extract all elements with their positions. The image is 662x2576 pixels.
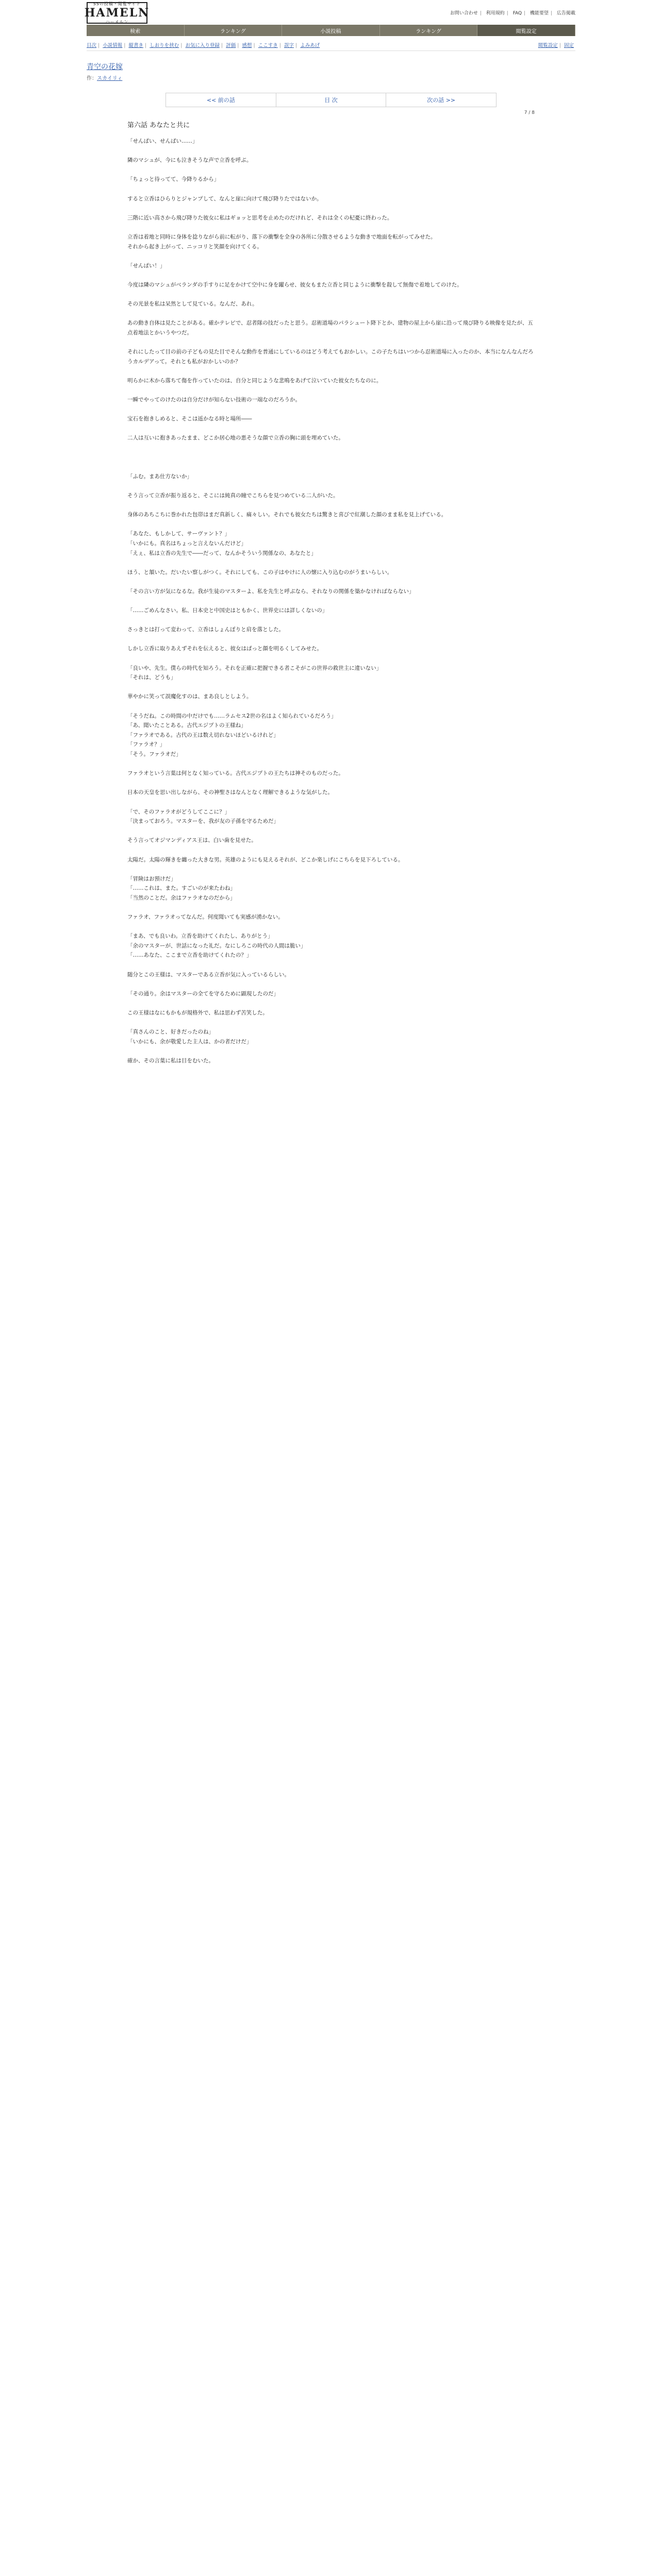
author-label: 作： xyxy=(87,76,97,81)
body-paragraph xyxy=(127,922,535,932)
body-paragraph: 「ファラオ？」 xyxy=(127,741,166,748)
body-paragraph: 「……あなた、ここまで立香を助けてくれたの？」 xyxy=(127,952,252,959)
body-paragraph xyxy=(127,1018,535,1028)
top-link-requests[interactable]: 機能要望 xyxy=(530,11,549,16)
body-paragraph xyxy=(127,204,535,213)
body-paragraph xyxy=(127,453,535,463)
body-paragraph: 「良いや、先生。僕らの時代を知ろう。それを正確に把握できる者こそがこの世界の救世主に違いない」 xyxy=(127,665,382,671)
body-paragraph: 「真さんのこと、好きだったのね」 xyxy=(127,1029,214,1036)
nav-item-ranking-b[interactable]: ランキング xyxy=(380,25,478,36)
subnav-favorite[interactable]: お気に入り登録 xyxy=(185,43,220,48)
chapter-title: 第六話 あなたと共に xyxy=(127,122,190,129)
body-paragraph: 「まあ、でも良いわ。立香を助けてくれたし、ありがとう」 xyxy=(127,933,273,940)
body-paragraph: 今度は隣のマシュがベランダの手すりに足をかけて空中に身を躍らせ、彼女もまた立香と同じように衝撃を殺して無傷で着地してのけた。 xyxy=(127,281,462,288)
body-paragraph xyxy=(127,146,535,156)
next-chapter-link[interactable]: 次の話 >> xyxy=(427,97,456,104)
body-paragraph: 立香は着地と同時に身体を捻りながら前に転がり、落下の衝撃を全身の各所に分散させるような動きで地面を転がってみせた。 xyxy=(127,233,436,240)
body-paragraph: 「当然のことだ。余はファラオなのだから」 xyxy=(127,894,236,901)
body-paragraph xyxy=(127,865,535,874)
body-paragraph xyxy=(127,165,535,175)
body-paragraph xyxy=(127,798,535,807)
chapter-body xyxy=(127,137,535,1066)
body-paragraph: 「そうだね。この時間の中だけでも……ラムセス2世の名はよく知られているだろう」 xyxy=(127,713,337,719)
subnav-review[interactable]: 感想 xyxy=(242,43,252,48)
subnav-info[interactable]: 小説情報 xyxy=(103,43,123,48)
body-paragraph xyxy=(127,337,535,347)
body-paragraph xyxy=(127,903,535,913)
logo-kana: ハーメルン xyxy=(105,20,129,24)
body-paragraph xyxy=(127,309,535,319)
top-link-ads[interactable]: 広告掲載 xyxy=(556,11,575,16)
body-paragraph xyxy=(127,501,535,511)
body-paragraph xyxy=(127,443,535,453)
body-paragraph: 「その言い方が気になるな。我が生徒のマスターよ、私を先生と呼ぶなら、それなりの関係を築かなければならない」 xyxy=(127,588,415,595)
subnav-display-settings[interactable]: 閲覧設定 xyxy=(538,43,558,48)
top-link-faq[interactable]: FAQ xyxy=(512,11,522,16)
body-paragraph: 日本の天皇を思い出しながら、その神聖さはなんとなく理解できるような気がした。 xyxy=(127,789,333,796)
body-paragraph: 「ファラオである。古代の王は数え切れないほどいるけれど」 xyxy=(127,732,279,738)
author-name[interactable]: スカイリィ xyxy=(97,76,123,81)
body-paragraph xyxy=(127,597,535,606)
novel-title[interactable]: 青空の花嫁 xyxy=(87,63,123,71)
body-paragraph: 「せんぱい、せんぱい……」 xyxy=(127,138,198,144)
body-paragraph: 「冒険はお預けだ」 xyxy=(127,875,176,882)
body-paragraph xyxy=(127,270,535,280)
body-paragraph: そう言ってオジマンディアス王は、白い歯を見せた。 xyxy=(127,837,257,844)
body-paragraph: そう言って立香が振り返ると、そこには純真の瞳でこちらを見つめている二人がいた。 xyxy=(127,492,339,499)
prev-chapter-link[interactable]: << 前の話 xyxy=(166,93,276,107)
body-paragraph: それから起き上がって、ニッコリと笑顔を向けてくる。 xyxy=(127,243,262,250)
top-link-contact[interactable]: お問い合わせ xyxy=(450,11,478,16)
top-link-terms[interactable]: 利用規約 xyxy=(486,11,505,16)
body-paragraph xyxy=(127,385,535,395)
body-paragraph xyxy=(127,778,535,788)
body-paragraph xyxy=(127,759,535,769)
body-paragraph xyxy=(127,683,535,692)
novel-subnav: 目次 | 小説情報 | 縦書き | しおりを挟む | お気に入り登録 | 評価 | 感想 | ここすき | 誤字 | よみあげ 閲覧設定 | 固定 xyxy=(87,39,575,51)
body-paragraph xyxy=(127,702,535,711)
body-paragraph xyxy=(127,826,535,836)
nav-item-ranking-a[interactable]: ランキング xyxy=(185,25,283,36)
story-container xyxy=(87,56,575,1066)
chapter-pager xyxy=(166,93,496,107)
body-paragraph: ファラオ、ファラオってなんだ。何度聞いても実感が湧かない。 xyxy=(127,914,284,921)
body-paragraph: 華やかに笑って誤魔化すのは、まあ良しとしよう。 xyxy=(127,693,252,700)
body-paragraph: 「余のマスターが、世話になった礼だ。なにしろこの時代の人間は脆い」 xyxy=(127,942,306,949)
body-paragraph: 「決まっておろう。マスターを、我が友の子孫を守るためだ」 xyxy=(127,818,279,825)
toc-link[interactable]: 目 次 xyxy=(276,93,387,107)
body-paragraph: 「そう。ファラオだ」 xyxy=(127,751,181,757)
body-paragraph: それにしたって目の前の子どもの見た目でそんな動作を普通にしているのはどう考えてもおかしい。この子たちはいつから忍術道場に入ったのか、本当になんなんだろうカルデアって。それとも私がおかしいのか？ xyxy=(127,349,534,365)
body-paragraph: 二人は互いに抱きあったまま、どこか居心地の悪そうな顔で立香の胸に頭を埋めていた。 xyxy=(127,435,344,442)
body-paragraph: さっきとは打って変わって、立香はしょんぼりと肩を落とした。 xyxy=(127,626,285,633)
body-paragraph xyxy=(127,998,535,1008)
body-paragraph xyxy=(127,558,535,568)
body-paragraph: ファラオという言葉は何となく知っている。古代エジプトの王たちは神そのものだった。 xyxy=(127,770,344,777)
novel-header xyxy=(87,56,575,84)
nav-item-post[interactable]: 小説投稿 xyxy=(282,25,380,36)
subnav-rate[interactable]: 評価 xyxy=(226,43,236,48)
subnav-readaloud[interactable]: よみあげ xyxy=(300,43,320,48)
body-paragraph xyxy=(127,654,535,664)
body-paragraph: 「……ごめんなさい。私、日本史と中国史はともかく、世界史には詳しくないの」 xyxy=(127,607,328,614)
body-paragraph xyxy=(127,462,535,472)
site-header xyxy=(0,0,662,25)
body-paragraph: すると立香はひらりとジャンプして、なんと崖に向けて飛び降りたではないか。 xyxy=(127,195,322,202)
body-paragraph: 「で、そのファラオがどうしてここに？」 xyxy=(127,808,230,815)
body-paragraph xyxy=(127,616,535,625)
subnav-like[interactable]: ここすき xyxy=(258,43,278,48)
body-paragraph: その光景を私は呆然として見ている。なんだ、あれ。 xyxy=(127,301,258,308)
site-logo[interactable] xyxy=(84,2,150,24)
logo-subtitle: SSの投稿・閲覧サイト xyxy=(93,2,141,6)
body-paragraph: この王様はなにもかもが規格外で、私は思わず苦笑した。 xyxy=(127,1010,268,1016)
chapter-counter: 7 / 8 xyxy=(524,110,535,115)
body-paragraph: 明らかに木から落ちて傷を作っていたのは、自分と同じような悲鳴をあげて泣いていた彼女たちなのに。 xyxy=(127,377,382,384)
body-paragraph: 宝石を抱きしめると、そこは遥かなる時と場所―― xyxy=(127,416,252,422)
body-paragraph xyxy=(127,1046,535,1056)
body-paragraph: 「えぇ、私は立香の先生で――だって、なんかそういう関係なの、あなたと」 xyxy=(127,550,317,556)
body-paragraph: 「いかにも、余が敬愛した主人は、かの者だけだ」 xyxy=(127,1038,252,1045)
body-paragraph: 一瞬でやってのけたのは自分だけが知らない技術の一端なのだろうか。 xyxy=(127,397,301,403)
body-paragraph xyxy=(127,251,535,261)
body-paragraph: 「ちょっと待ってて、今降りるから」 xyxy=(127,176,220,183)
body-paragraph xyxy=(127,845,535,855)
subnav-toc[interactable]: 目次 xyxy=(87,43,97,48)
body-paragraph xyxy=(127,577,535,587)
subnav-typo[interactable]: 誤字 xyxy=(284,43,294,48)
body-paragraph: 太陽だ。太陽の輝きを纏った大きな男。英雄のようにも見えるそれが、どこか楽しげにこちらを見下ろしている。 xyxy=(127,856,404,863)
body-paragraph xyxy=(127,979,535,989)
body-paragraph: 「それは、どうも」 xyxy=(127,674,176,681)
top-links: お問い合わせ | 利用規約 | FAQ | 機能要望 | 広告掲載 xyxy=(450,11,575,16)
subnav-bookmark[interactable]: しおりを挟む xyxy=(150,43,179,48)
subnav-pin[interactable]: 固定 xyxy=(564,43,574,48)
body-paragraph: 「ふむ。まあ仕方ないか」 xyxy=(127,473,192,480)
body-paragraph: 「せんぱい！」 xyxy=(127,262,166,269)
body-paragraph xyxy=(127,290,535,300)
body-paragraph xyxy=(127,366,535,376)
body-paragraph xyxy=(127,424,535,434)
body-paragraph: 確か、その言葉に私は目をむいた。 xyxy=(127,1058,214,1064)
body-paragraph: 「……これは、また。すごいのが来たわね」 xyxy=(127,885,236,892)
body-paragraph: 随分とこの王様は、マスターである立香が気に入っているらしい。 xyxy=(127,971,290,978)
body-paragraph xyxy=(127,223,535,232)
body-paragraph: 「あ、聞いたことある。古代エジプトの王様ね」 xyxy=(127,722,246,729)
body-paragraph xyxy=(127,520,535,530)
nav-item-settings[interactable]: 閲覧設定 xyxy=(477,25,575,36)
body-paragraph xyxy=(127,960,535,970)
body-paragraph: 「あなた、もしかして、サーヴァント？」 xyxy=(127,531,230,537)
body-paragraph: 三階に近い高さから飛び降りた彼女に私はギョッと思考を止めたのだけれど、それは全くの杞憂に終わった。 xyxy=(127,214,393,221)
body-paragraph: 「いかにも。真名はちょっと言えないんだけど」 xyxy=(127,540,246,547)
logo-wordmark: HAMELN xyxy=(84,6,150,20)
body-paragraph: あの動き自体は見たことがある。確かテレビで、忍者隊の技だったと思う。忍術道場のパラシュート降下とか、建物の屋上から崖に沿って飛び降りる映像を見たが、五点着地法とかいうやつだ。 xyxy=(127,320,533,336)
body-paragraph xyxy=(127,405,535,415)
body-paragraph: 「その通り。余はマスターの全てを守るために顕現したのだ」 xyxy=(127,990,279,997)
main-nav xyxy=(87,25,575,36)
nav-item-search[interactable]: 検索 xyxy=(87,25,185,36)
body-paragraph xyxy=(127,184,535,194)
body-paragraph xyxy=(127,635,535,645)
body-paragraph: 身体のあちこちに巻かれた包帯はまだ真新しく、痛々しい。それでも彼女たちは驚きと喜びで紅潮した顔のまま私を見上げている。 xyxy=(127,512,447,518)
body-paragraph: しかし立香に取りあえずそれを伝えると、彼女はぱっと顔を明るくしてみせた。 xyxy=(127,646,322,652)
body-paragraph: ほう、と頷いた。だいたい察しがつく。それにしても、この子はやけに人の懐に入り込むのがうまいらしい。 xyxy=(127,569,393,575)
body-paragraph xyxy=(127,481,535,491)
author-row xyxy=(87,74,575,81)
body-paragraph: 隣のマシュが、今にも泣きそうな声で立香を呼ぶ。 xyxy=(127,157,252,164)
subnav-vertical[interactable]: 縦書き xyxy=(128,43,144,48)
